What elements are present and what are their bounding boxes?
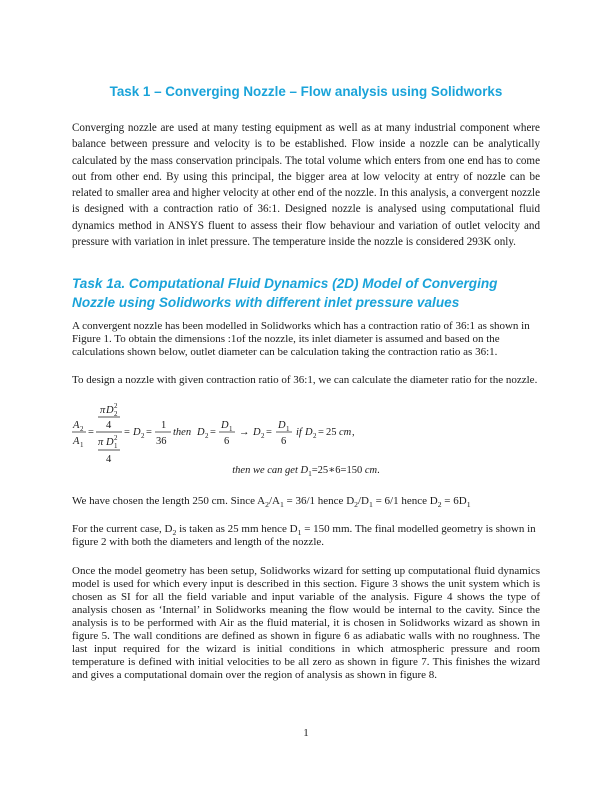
- eq-eq2: =: [124, 427, 130, 438]
- eq-d1-num: D: [221, 420, 229, 431]
- model-paragraph: A convergent nozzle has been modelled in Solidworks which has a contraction ratio of 36:1 as shown in Figure 1. To obtain the dimensions :1of the nozzle, its inlet diameter is assumed and based on the calculations shown below, outlet diameter can be calculation taking the contraction ratio as 36:1.: [72, 320, 530, 358]
- eq-d1-bot: D: [106, 437, 114, 448]
- eq-one: 1: [161, 420, 167, 431]
- eq-a1-sub: 1: [80, 441, 84, 449]
- length-paragraph: We have chosen the length 250 cm. Since $A_2/A_1 = 36/1$ hence $D_2/D_1 = 6/1$ hence $D_2 = 6D_1$: [72, 495, 471, 510]
- eq-eq1: =: [88, 427, 94, 438]
- eq-d2d-sub: 2: [261, 432, 265, 440]
- intro-paragraph: Converging nozzle are used at many testing equipment as well as at many industrial component where balance between pressure and velocity is to be established. Flow inside a nozzle can be analytically calculated by the mass conservation principals. The total volume which enters from one end has to come out from other end. By using this principal, the bigger area at low velocity at entry of nozzle can be related to smaller area and higher velocity at other end of the nozzle. In this analysis, a convergent nozzle is designed with a contraction ratio of 36:1. Designed nozzle is analysed using computational fluid dynamics method in ANSYS fluent to assess their flow behaviour and variation of outlet velocity and pressure with variation in inlet pressure. The temperature inside the nozzle is considered 293K only.: [72, 122, 541, 249]
- page-number: 1: [303, 727, 309, 739]
- eq-eq4: =: [210, 427, 216, 438]
- eq-d2e: D: [305, 427, 313, 438]
- eq-d2-sub: 2: [114, 410, 118, 418]
- eq-d2b-sub: 2: [141, 432, 145, 440]
- eq-six-1: 6: [224, 436, 230, 447]
- eq-pi-top: π: [100, 405, 106, 416]
- eq-eq6: =: [318, 427, 324, 438]
- eq-25: 25: [326, 427, 337, 438]
- eq-if: if: [296, 427, 302, 438]
- eq-four-bot: 4: [106, 454, 112, 465]
- eq-d2e-sub: 2: [313, 432, 317, 440]
- eq-four-top: 4: [106, 420, 112, 431]
- result-equation: then we can get $D_1=25∗6=150$ cm.: [232, 465, 380, 479]
- diameter-ratio-equation: [72, 402, 542, 472]
- eq-eq3: =: [146, 427, 152, 438]
- section-heading: Task 1a. Computational Fluid Dynamics (2D) Model of Converging Nozzle using Solidworks with different inlet pressure values: [72, 276, 498, 310]
- eq-arrow: →: [239, 427, 250, 438]
- eq-pi-bot: π: [98, 437, 104, 448]
- eq-a2: A: [73, 420, 80, 431]
- wizard-paragraph: Once the model geometry has been setup, Solidworks wizard for setting up computational fluid dynamics model is used for which every input is described in this section. Figure 3 shows the unit system which is chosen as SI for all the field variable and input variable of the analysis. Figure 4 shows the type of analysis chosen as ‘Internal’ in Solidworks meaning the flow would be internal to the cavity. Since the analysis is to be performed with Air as the fluid material, it is chosen in Solidworks wizard as shown in figure 5. The wall conditions are defined as shown in figure 6 as adiabatic walls with no roughness. The last input required for the wizard is initial conditions in which atmospheric pressure and room temperature is defined with initial velocities to be all zero as shown in figure 7. This finishes the wizard and gives a computational domain over the region of analysis as shown in figure 8.: [72, 565, 540, 681]
- eq-cm: cm: [339, 427, 352, 438]
- eq-d2: D: [133, 427, 141, 438]
- eq-d2d: D: [253, 427, 261, 438]
- design-paragraph: To design a nozzle with given contraction ratio of 36:1, we can calculate the diameter ratio for the nozzle.: [72, 374, 538, 386]
- eq-36: 36: [156, 436, 167, 447]
- eq-d1-sup: 2: [114, 434, 118, 442]
- eq-eq5: =: [266, 427, 272, 438]
- eq-then: then: [173, 427, 192, 438]
- current-case-paragraph: For the current case, $D_2$ is taken as 25 mm hence $D_1 = 150$ mm. The final modelled geometry is shown in figure 2 with both the diameters and length of the nozzle.: [72, 523, 536, 548]
- eq-d2-sup: 2: [114, 402, 118, 410]
- eq-d1-num-sub: 1: [229, 425, 233, 433]
- eq-d2c-sub: 2: [205, 432, 209, 440]
- eq-six-2: 6: [281, 436, 287, 447]
- eq-comma: ,: [352, 427, 355, 438]
- eq-d1-sub: 1: [114, 442, 118, 450]
- eq-a1: A: [73, 436, 80, 447]
- page-title: Task 1 – Converging Nozzle – Flow analysis using Solidworks: [109, 84, 503, 99]
- eq-a2-sub: 2: [80, 425, 84, 433]
- eq-d1-num2-sub: 1: [286, 425, 290, 433]
- eq-d1-num2: D: [278, 420, 286, 431]
- eq-d2c: D: [197, 427, 205, 438]
- eq-d2-top: D: [106, 405, 114, 416]
